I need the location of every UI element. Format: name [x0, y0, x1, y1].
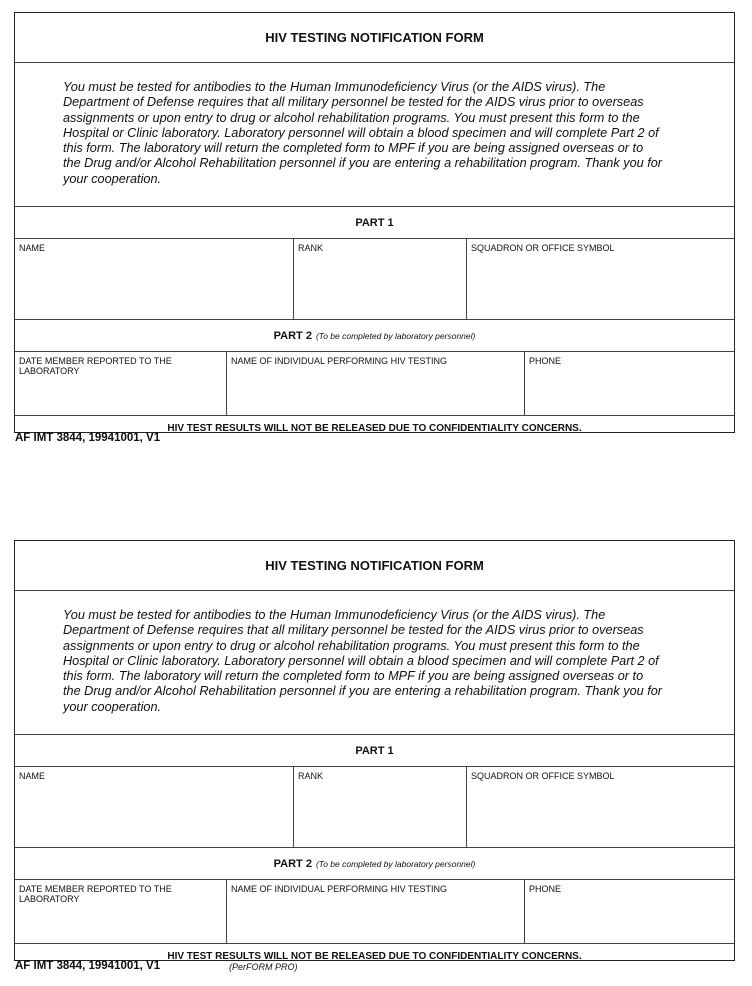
- rank-label: RANK: [298, 771, 324, 781]
- part-2-fields: [15, 352, 734, 416]
- rank-field[interactable]: [293, 239, 466, 319]
- part-2-label: PART 2: [273, 857, 312, 870]
- form-title: HIV TESTING NOTIFICATION FORM: [15, 541, 734, 591]
- name-label: NAME: [19, 243, 46, 253]
- phone-label: PHONE: [529, 884, 562, 894]
- part-2-note: (To be completed by laboratory personnel): [315, 330, 476, 341]
- part-1-label: PART 1: [355, 216, 394, 229]
- name-label: NAME: [19, 771, 46, 781]
- performer-label: NAME OF INDIVIDUAL PERFORMING HIV TESTING: [231, 356, 448, 366]
- notification-form-copy-1: [14, 12, 735, 433]
- performer-field[interactable]: [226, 880, 524, 943]
- squadron-field[interactable]: [466, 767, 734, 847]
- part-1-fields: [15, 239, 734, 320]
- form-id-copy-2: AF IMT 3844, 19941001, V1: [15, 960, 161, 972]
- software-credit: (PerFORM PRO): [229, 962, 298, 972]
- phone-field[interactable]: [524, 352, 734, 415]
- squadron-label: SQUADRON OR OFFICE SYMBOL: [471, 243, 615, 253]
- name-field[interactable]: [15, 767, 293, 847]
- rank-label: RANK: [298, 243, 324, 253]
- part-2-label: PART 2: [273, 329, 312, 342]
- part-1-label: PART 1: [355, 744, 394, 757]
- form-instructions: You must be tested for antibodies to the Human Immunodeficiency Virus (or the AIDS virus). The Department of Defense requires that all military personnel be tested for the AIDS virus prior to overseas assignments or upon entry to drug or alcohol rehabilitation programs. You must present this form to the Hospital or Clinic laboratory. Laboratory personnel will obtain a blood specimen and will complete Part 2 of this form. The laboratory will return the completed form to MPF if you are being assigned overseas or to the Drug and/or Alcohol Rehabilitation personnel if you are entering a rehabilitation program. Thank you for your cooperation.: [15, 591, 734, 735]
- notification-form-copy-2: [14, 540, 735, 961]
- form-title: HIV TESTING NOTIFICATION FORM: [15, 13, 734, 63]
- part-1-header: [15, 735, 734, 767]
- part-2-fields: [15, 880, 734, 944]
- date-reported-label: DATE MEMBER REPORTED TO THE LABORATORY: [19, 884, 172, 904]
- squadron-label: SQUADRON OR OFFICE SYMBOL: [471, 771, 615, 781]
- performer-label: NAME OF INDIVIDUAL PERFORMING HIV TESTING: [231, 884, 448, 894]
- date-reported-field[interactable]: [15, 880, 226, 943]
- performer-field[interactable]: [226, 352, 524, 415]
- part-1-fields: [15, 767, 734, 848]
- part-1-header: [15, 207, 734, 239]
- name-field[interactable]: [15, 239, 293, 319]
- confidentiality-text: HIV TEST RESULTS WILL NOT BE RELEASED DUE TO CONFIDENTIALITY CONCERNS.: [167, 423, 582, 432]
- part-2-note: (To be completed by laboratory personnel): [315, 858, 476, 869]
- rank-field[interactable]: [293, 767, 466, 847]
- part-2-header: [15, 848, 734, 880]
- form-instructions: You must be tested for antibodies to the Human Immunodeficiency Virus (or the AIDS virus). The Department of Defense requires that all military personnel be tested for the AIDS virus prior to overseas assignments or upon entry to drug or alcohol rehabilitation programs. You must present this form to the Hospital or Clinic laboratory. Laboratory personnel will obtain a blood specimen and will complete Part 2 of this form. The laboratory will return the completed form to MPF if you are being assigned overseas or to the Drug and/or Alcohol Rehabilitation personnel if you are entering a rehabilitation program. Thank you for your cooperation.: [15, 63, 734, 207]
- form-id-copy-1: AF IMT 3844, 19941001, V1: [15, 432, 161, 444]
- date-reported-field[interactable]: [15, 352, 226, 415]
- part-2-header: [15, 320, 734, 352]
- confidentiality-notice: [15, 416, 734, 432]
- confidentiality-text: HIV TEST RESULTS WILL NOT BE RELEASED DUE TO CONFIDENTIALITY CONCERNS.: [167, 951, 582, 960]
- date-reported-label: DATE MEMBER REPORTED TO THE LABORATORY: [19, 356, 172, 376]
- confidentiality-notice: [15, 944, 734, 960]
- phone-label: PHONE: [529, 356, 562, 366]
- squadron-field[interactable]: [466, 239, 734, 319]
- phone-field[interactable]: [524, 880, 734, 943]
